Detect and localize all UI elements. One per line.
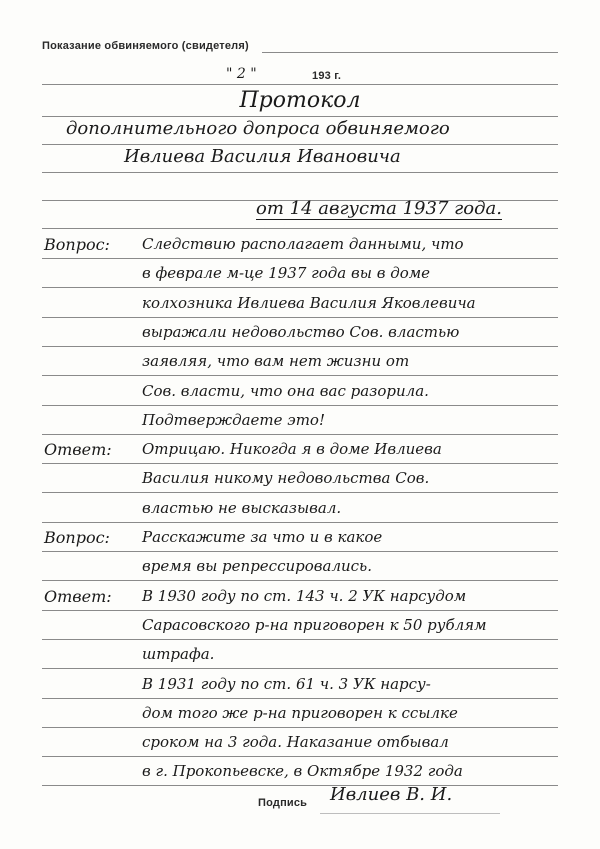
body-line: дом того же р-на приговорен к ссылке bbox=[142, 704, 458, 722]
body-line: сроком на 3 года. Наказание отбывал bbox=[142, 733, 449, 751]
body-rule bbox=[42, 785, 558, 786]
rule-5 bbox=[42, 228, 558, 229]
body-line: выражали недовольство Сов. властью bbox=[142, 323, 460, 341]
rule-2 bbox=[42, 144, 558, 145]
body-line: Расскажите за что и в какое bbox=[142, 528, 383, 546]
body-rule bbox=[42, 258, 558, 259]
form-title: Показание обвиняемого (свидетеля) bbox=[42, 40, 249, 52]
qa-label: Вопрос: bbox=[44, 235, 110, 254]
body-rule bbox=[42, 580, 558, 581]
body-rule bbox=[42, 317, 558, 318]
accused-name: Ивлиева Василия Ивановича bbox=[124, 146, 401, 167]
handwritten-signature: Ивлиев В. И. bbox=[330, 784, 453, 805]
body-rule bbox=[42, 287, 558, 288]
qa-label: Ответ: bbox=[44, 587, 112, 606]
body-rule bbox=[42, 727, 558, 728]
body-rule bbox=[42, 346, 558, 347]
body-line: время вы репрессировались. bbox=[142, 557, 372, 575]
body-rule bbox=[42, 610, 558, 611]
rule-1 bbox=[42, 116, 558, 117]
signature-rule bbox=[320, 813, 500, 814]
body-rule bbox=[42, 668, 558, 669]
signature-label: Подпись bbox=[258, 797, 308, 809]
body-line: заявляя, что вам нет жизни от bbox=[142, 352, 410, 370]
body-rule bbox=[42, 375, 558, 376]
protocol-title: Протокол bbox=[239, 88, 361, 113]
body-line: В 1930 году по ст. 143 ч. 2 УК нарсудом bbox=[142, 587, 467, 605]
body-line: в г. Прокопьевске, в Октябре 1932 года bbox=[142, 762, 463, 780]
body-rule bbox=[42, 434, 558, 435]
body-rule bbox=[42, 698, 558, 699]
year-prefix: 193 г. bbox=[312, 70, 342, 82]
body-line: властью не высказывал. bbox=[142, 499, 342, 517]
qa-label: Ответ: bbox=[44, 440, 112, 459]
body-rule bbox=[42, 551, 558, 552]
protocol-subtitle: дополнительного допроса обвиняемого bbox=[66, 118, 450, 139]
body-line: штрафа. bbox=[142, 645, 215, 663]
body-line: В 1931 году по ст. 61 ч. 3 УК нарсу- bbox=[142, 675, 431, 693]
body-line: в феврале м-це 1937 года вы в доме bbox=[142, 264, 431, 282]
body-line: Василия никому недовольства Сов. bbox=[142, 469, 430, 487]
date-field: " 2 " bbox=[226, 66, 257, 82]
rule-date bbox=[42, 84, 558, 85]
body-rule bbox=[42, 756, 558, 757]
body-line: Сов. власти, что она вас разорила. bbox=[142, 382, 429, 400]
body-rule bbox=[42, 522, 558, 523]
body-line: Подтверждаете это! bbox=[142, 411, 325, 429]
body-line: Следствию располагает данными, что bbox=[142, 235, 464, 253]
qa-label: Вопрос: bbox=[44, 528, 110, 547]
body-line: Отрицаю. Никогда я в доме Ивлиева bbox=[142, 440, 442, 458]
body-rule bbox=[42, 463, 558, 464]
body-rule bbox=[42, 405, 558, 406]
body-rule bbox=[42, 639, 558, 640]
rule-3 bbox=[42, 172, 558, 173]
form-title-rule bbox=[262, 52, 558, 53]
body-line: Сарасовского р-на приговорен к 50 рублям bbox=[142, 616, 487, 634]
body-line: колхозника Ивлиева Василия Яковлевича bbox=[142, 294, 476, 312]
body-rule bbox=[42, 492, 558, 493]
protocol-date: от 14 августа 1937 года. bbox=[256, 198, 502, 219]
